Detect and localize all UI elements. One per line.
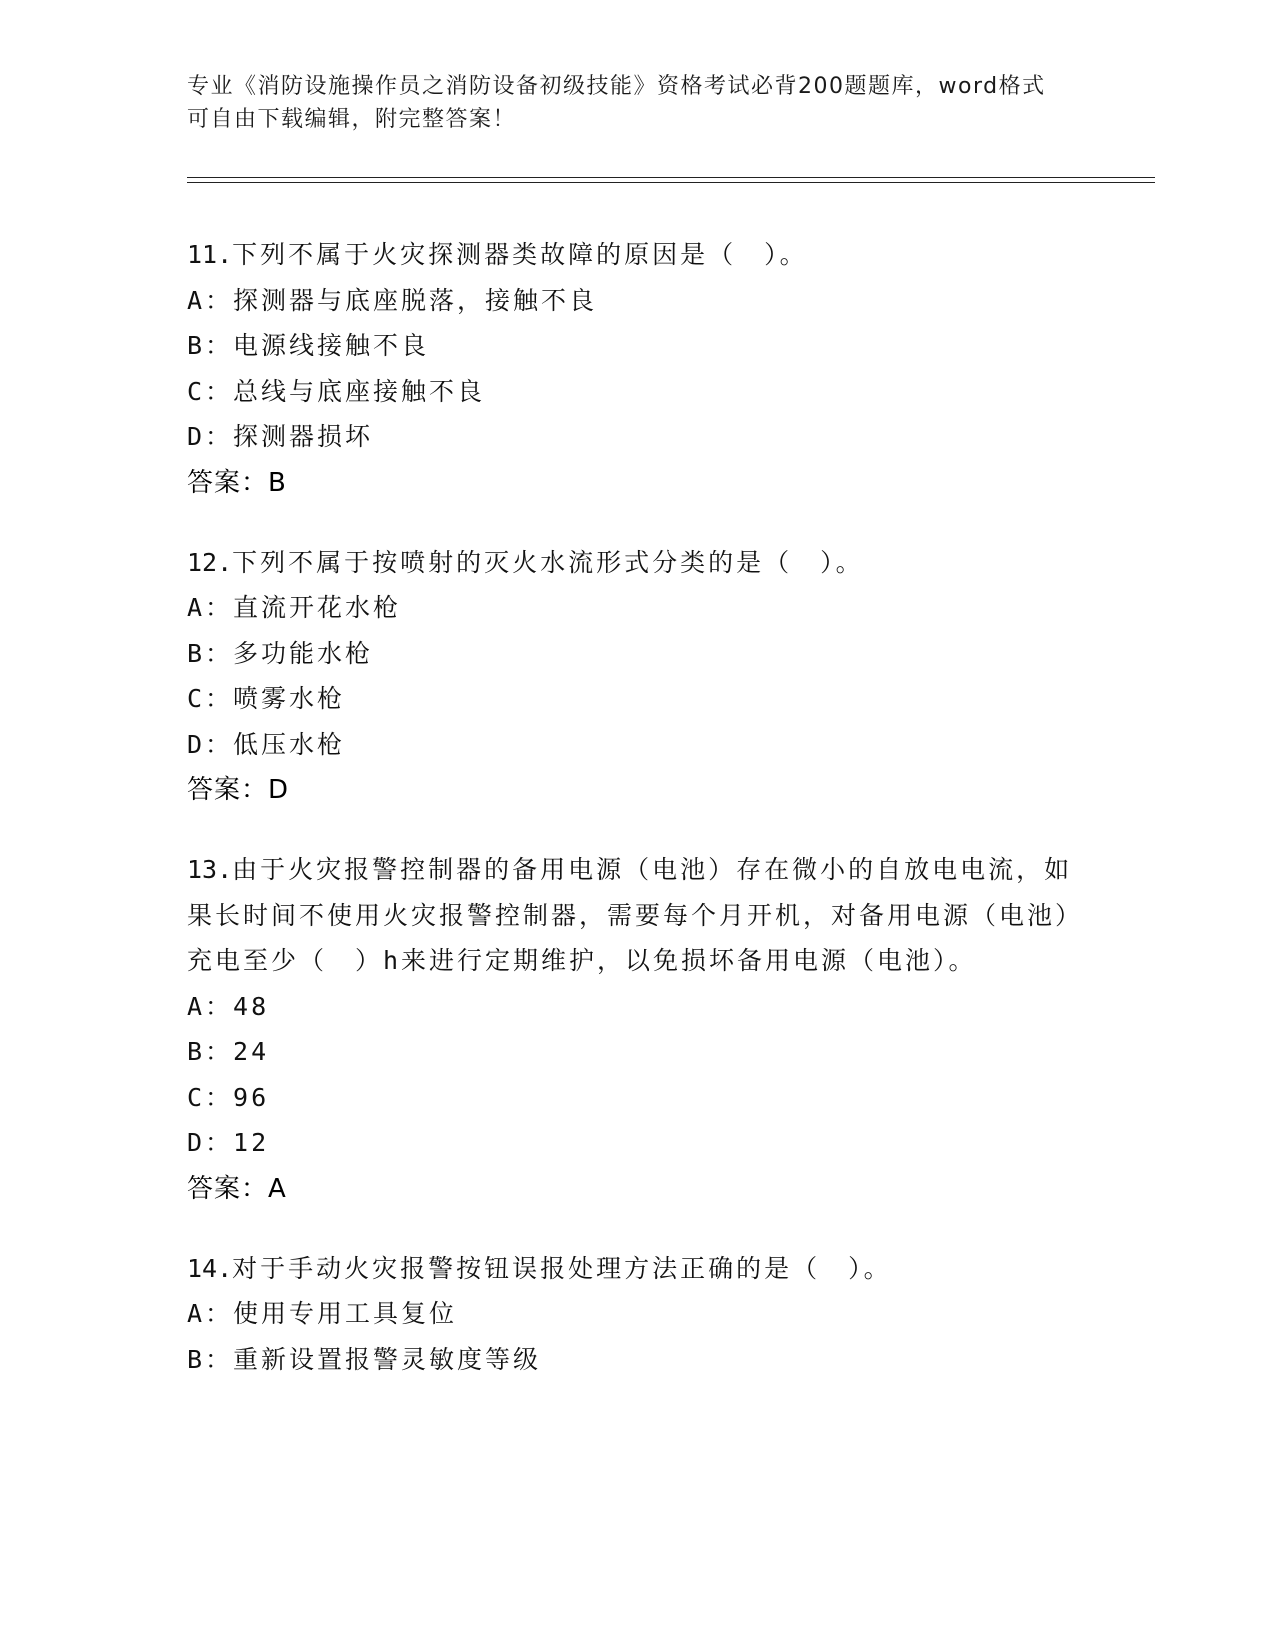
answer: 答案：A xyxy=(187,1173,287,1204)
option-d: D：12 xyxy=(187,1128,270,1157)
question-text: 由于火灾报警控制器的备用电源（电池）存在微小的自放电电流，如果长时间不使用火灾报警控制器，需要每个月开机，对备用电源（电池）充电至少（ ）h来进行定期维护，以免损坏备用电源（电池）。 xyxy=(187,855,1084,975)
option-c: C：96 xyxy=(187,1082,270,1112)
option-b: B：24 xyxy=(187,1037,270,1066)
question-number: 14. xyxy=(187,1253,233,1283)
option-c: C：喷雾水枪 xyxy=(187,684,346,713)
question-stem xyxy=(187,540,1087,586)
question-stem xyxy=(187,847,1087,984)
option-b: B：多功能水枪 xyxy=(187,638,374,668)
question-13 xyxy=(187,847,1087,1212)
question-text: 下列不属于按喷射的灭火水流形式分类的是（ ）。 xyxy=(232,547,864,577)
question-11 xyxy=(187,232,1087,506)
header-text: 专业《消防设施操作员之消防设备初级技能》资格考试必背200题题库，word格式可自由下载编辑，附完整答案！ xyxy=(187,74,1046,132)
question-stem xyxy=(187,1246,1087,1292)
header-divider-top xyxy=(187,177,1155,178)
option-a: A：直流开花水枪 xyxy=(187,593,402,622)
option-d: D：探测器损坏 xyxy=(187,422,374,451)
option-c: C：总线与底座接触不良 xyxy=(187,376,486,406)
option-b: B：重新设置报警灵敏度等级 xyxy=(187,1344,542,1374)
question-14 xyxy=(187,1246,1087,1383)
answer: 答案：D xyxy=(187,775,290,805)
question-number: 12. xyxy=(187,547,233,577)
question-number: 11. xyxy=(187,240,233,269)
question-list xyxy=(187,232,1087,1416)
question-number: 13. xyxy=(187,855,233,884)
question-12 xyxy=(187,540,1087,814)
header-divider-bottom xyxy=(187,182,1155,183)
option-b: B：电源线接触不良 xyxy=(187,331,430,360)
question-text: 对于手动火灾报警按钮误报处理方法正确的是（ ）。 xyxy=(232,1253,892,1283)
option-a: A：48 xyxy=(187,991,270,1021)
question-text: 下列不属于火灾探测器类故障的原因是（ ）。 xyxy=(232,240,808,269)
option-d: D：低压水枪 xyxy=(187,729,346,759)
document-header xyxy=(187,70,1067,136)
question-stem xyxy=(187,232,1087,278)
option-a: A：使用专用工具复位 xyxy=(187,1299,458,1328)
option-a: A：探测器与底座脱落，接触不良 xyxy=(187,285,598,315)
answer: 答案：B xyxy=(187,467,287,498)
